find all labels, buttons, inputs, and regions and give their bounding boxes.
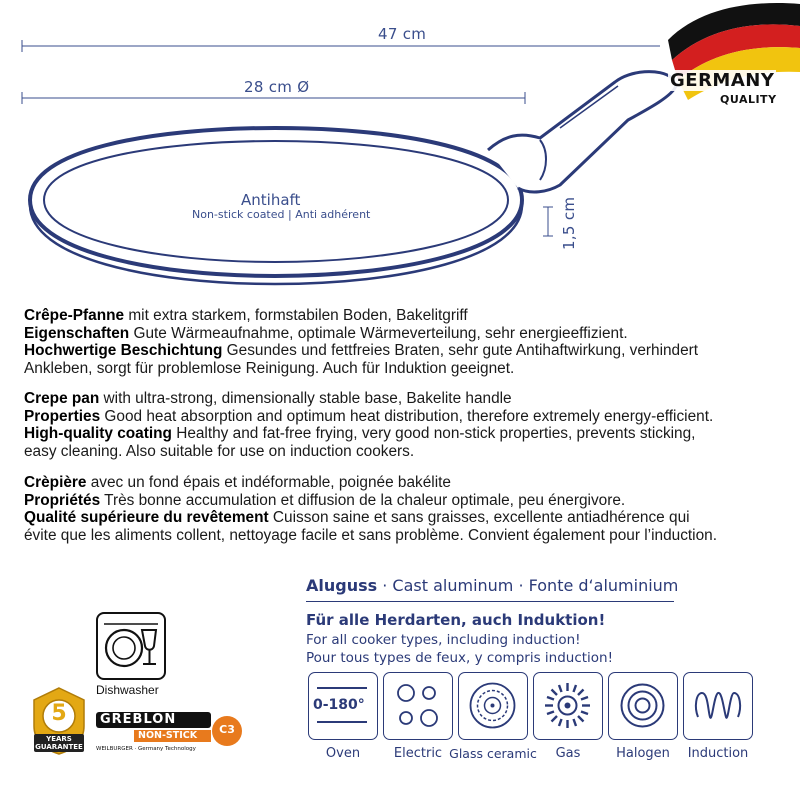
hob-label-glass-ceramic: Glass ceramic	[449, 746, 537, 761]
en-product-name: Crepe pan	[24, 390, 100, 407]
cooker-types-heading: Für alle Herdarten, auch Induktion!	[306, 611, 606, 629]
greblon-tag: NON-STICK	[138, 730, 198, 741]
hob-label-induction: Induction	[687, 746, 749, 761]
cooker-types-fr: Pour tous types de feux, y compris induction!	[306, 650, 614, 666]
badge-line1: GERMANY	[670, 70, 775, 91]
hob-label-halogen: Halogen	[616, 746, 670, 761]
material-underline	[306, 601, 674, 602]
pan-title: Antihaft	[241, 191, 301, 209]
french-description: Crèpière avec un fond épais et indéformable, poignée bakélite Propriétés Très bonne accumulation et diffusion de la chaleur optimale, peu énergivore. Qualité supérieure du revêtement Cuisson saine et sans graisses, excellente antiadhérence qui évite que les aliments collent, nettoyage facile et sans problème. Convient également pour l’induction.	[24, 474, 717, 544]
pan-handle	[488, 72, 676, 192]
greblon-maker: WEILBURGER · Germany Technology	[96, 746, 196, 752]
electric-hob-icon	[383, 672, 453, 740]
badge-line2: QUALITY	[720, 93, 777, 106]
guarantee-badge	[30, 686, 88, 756]
height-label: 1,5 cm	[560, 196, 578, 250]
dishwasher-label: Dishwasher	[96, 683, 159, 697]
hob-label-electric: Electric	[393, 746, 443, 761]
greblon-grade: C3	[219, 723, 235, 736]
german-description: Crêpe-Pfanne mit extra starkem, formstabilen Boden, Bakelitgriff Eigenschaften Gute Wärmeaufnahme, optimale Wärmeverteilung, sehr energieeffizient. Hochwertige Beschichtung Gesundes und fettfreies Braten, sehr gute Antihaftwirkung, verhindert Ankleben, sorgt für problemlose Reinigung. Auch für Induktion geeignet.	[24, 307, 699, 377]
de-product-name: Crêpe-Pfanne	[24, 307, 125, 324]
greblon-name: GREBLON	[100, 712, 177, 727]
gas-flame-icon	[533, 672, 603, 740]
dishwasher-icon	[96, 612, 166, 680]
induction-coil-icon	[683, 672, 753, 740]
halogen-icon	[608, 672, 678, 740]
pan-subtitle: Non-stick coated | Anti adhérent	[192, 208, 371, 221]
guarantee-number: 5	[51, 701, 67, 726]
length-label: 47 cm	[378, 25, 427, 43]
oven-temperature: 0-180°	[313, 697, 365, 713]
cooker-types-en: For all cooker types, including induction!	[306, 632, 581, 648]
diameter-label: 28 cm Ø	[244, 78, 310, 96]
hob-label-gas: Gas	[555, 746, 581, 761]
glass-ceramic-icon	[458, 672, 528, 740]
english-description: Crepe pan with ultra-strong, dimensionally stable base, Bakelite handle Properties Good heat absorption and optimum heat distribution, therefore extremely energy-efficient. High-quality coating Healthy and fat-free frying, very good non-stick properties, prevents sticking, easy cleaning. Also suitable for use on induction cookers.	[24, 390, 714, 460]
hob-label-oven: Oven	[325, 746, 361, 761]
guarantee-line1: YEARS	[46, 735, 72, 743]
greblon-logo	[96, 710, 246, 760]
oven-icon	[308, 672, 378, 740]
guarantee-line2: GUARANTEE	[35, 743, 83, 751]
fr-product-name: Crèpière	[24, 474, 87, 491]
material-line: Aluguss · Cast aluminum · Fonte d‘aluminium	[306, 576, 679, 595]
